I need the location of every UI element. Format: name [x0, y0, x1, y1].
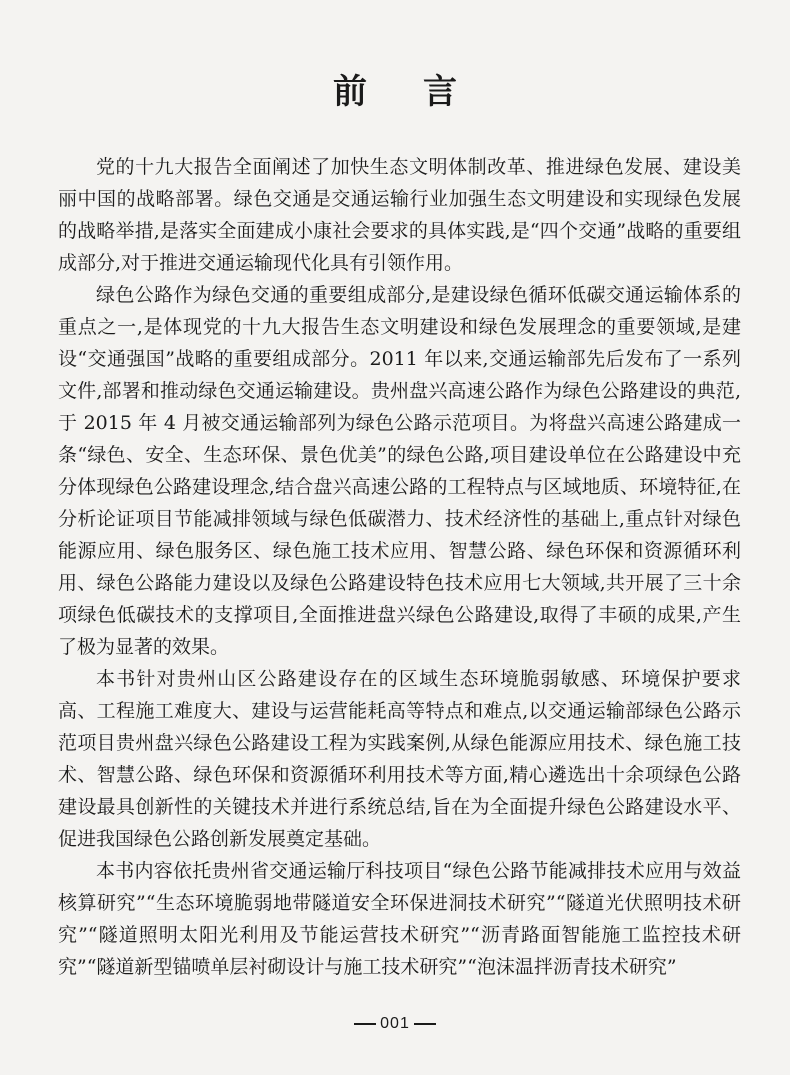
paragraph: 绿色公路作为绿色交通的重要组成部分,是建设绿色循环低碳交通运输体系的重点之一,是体现党的十九大报告生态文明建设和绿色发展理念的重要领域,是建设“交通强国”战略的重要组成部分。2011 年以来,交通运输部先后发布了一系列文件,部署和推动绿色交通运输建设。贵州盘兴高速公路作为绿色公路建设的典范,于 2015 年 4 月被交通运输部列为绿色公路示范项目。为将盘兴高速公路建成一条“绿色、安全、生态环保、景色优美”的绿色公路,项目建设单位在公路建设中充分体现绿色公路建设理念,结合盘兴高速公路的工程特点与区域地质、环境特征,在分析论证项目节能减排领域与绿色低碳潜力、技术经济性的基础上,重点针对绿色能源应用、绿色服务区、绿色施工技术应用、智慧公路、绿色环保和资源循环利用、绿色公路能力建设以及绿色公路建设特色技术应用七大领域,共开展了三十余项绿色低碳技术的支撑项目,全面推进盘兴绿色公路建设,取得了丰硕的成果,产生了极为显著的效果。 [58, 284, 741, 658]
page-footer [0, 1014, 790, 1034]
footer-rule-right [414, 1023, 436, 1025]
paragraph: 本书内容依托贵州省交通运输厅科技项目“绿色公路节能减排技术应用与效益核算研究”“生态环境脆弱地带隧道安全环保进洞技术研究”“隧道光伏照明技术研究”“隧道照明太阳光利用及节能运营技术研究”“沥青路面智能施工监控技术研究”“隧道新型锚喷单层衬砌设计与施工技术研究”“泡沫温拌沥青技术研究” [58, 860, 741, 978]
footer-rule-left [354, 1023, 376, 1025]
page-title: 前言 [333, 72, 513, 112]
page-number: 001 [380, 1015, 410, 1032]
body-text [58, 151, 741, 983]
paragraph: 本书针对贵州山区公路建设存在的区域生态环境脆弱敏感、环境保护要求高、工程施工难度大、建设与运营能耗高等特点和难点,以交通运输部绿色公路示范项目贵州盘兴绿色公路建设工程为实践案例,从绿色能源应用技术、绿色施工技术、智慧公路、绿色环保和资源循环利用技术等方面,精心遴选出十余项绿色公路建设最具创新性的关键技术并进行系统总结,旨在为全面提升绿色公路建设水平、促进我国绿色公路创新发展奠定基础。 [58, 668, 741, 850]
paragraph: 党的十九大报告全面阐述了加快生态文明体制改革、推进绿色发展、建设美丽中国的战略部署。绿色交通是交通运输行业加强生态文明建设和实现绿色发展的战略举措,是落实全面建成小康社会要求的具体实践,是“四个交通”战略的重要组成部分,对于推进交通运输现代化具有引领作用。 [58, 156, 741, 274]
